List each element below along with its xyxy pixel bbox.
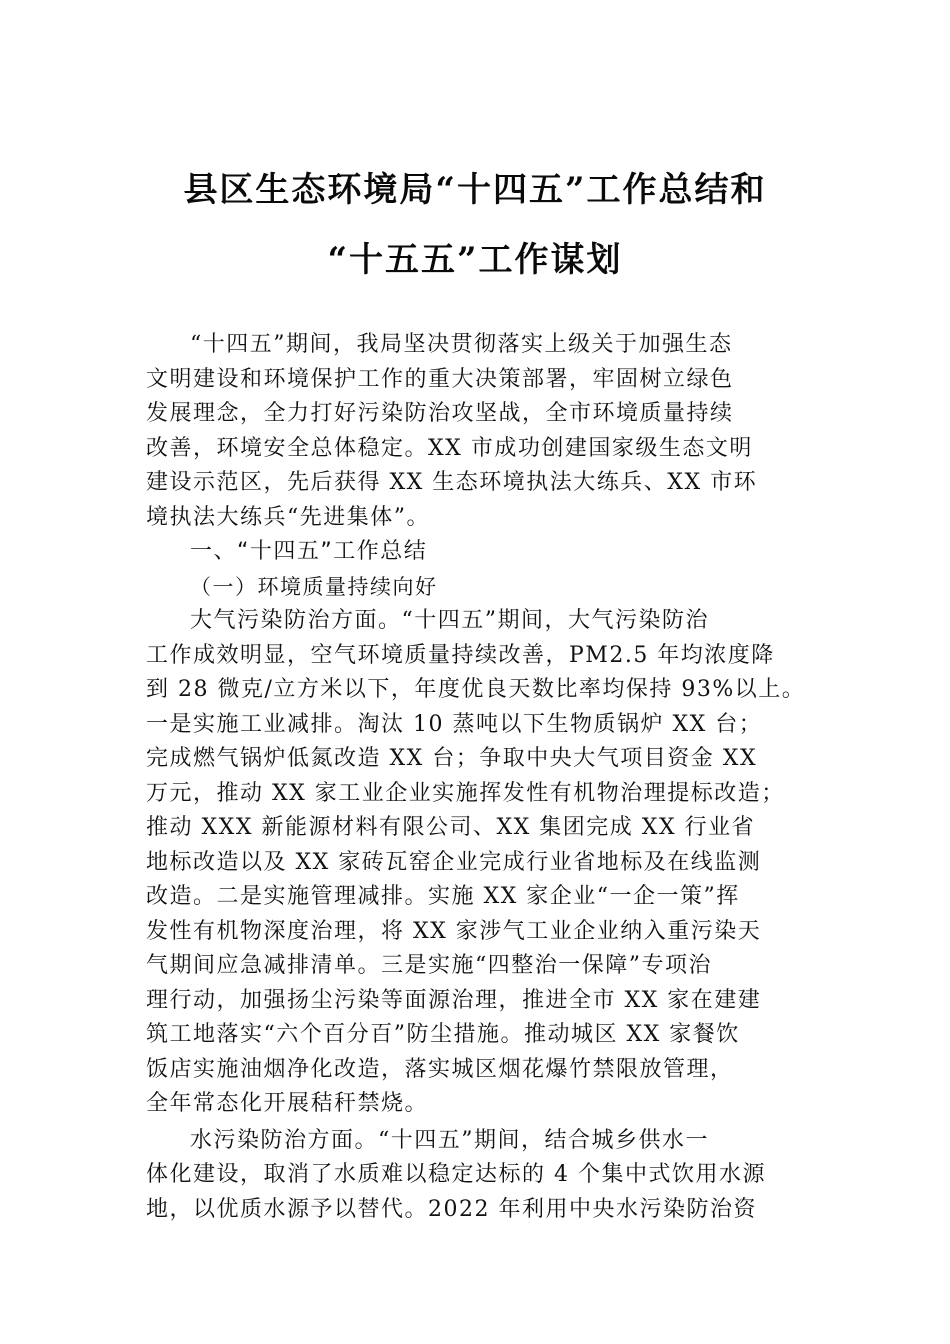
section-heading: 一、“十四五”工作总结 — [190, 539, 428, 564]
body-line: 到 28 微克/立方米以下，年度优良天数比率均保持 93%以上。 — [146, 677, 806, 702]
body-line: 气期间应急减排清单。三是实施“四整治一保障”专项治 — [146, 953, 712, 978]
body-line: 建设示范区，先后获得 XX 生态环境执法大练兵、XX 市环 — [146, 470, 758, 495]
body-line: 一是实施工业减排。淘汰 10 蒸吨以下生物质锅炉 XX 台； — [146, 711, 763, 737]
body-line: 体化建设，取消了水质难以稳定达标的 4 个集中式饮用水源 — [146, 1162, 766, 1187]
document-title-line-2: “十五五”工作谋划 — [327, 240, 623, 280]
document-body — [146, 328, 816, 1227]
document-title-line-1: 县区生态环境局“十四五”工作总结和 — [183, 170, 767, 210]
body-line: 理行动，加强扬尘污染等面源治理，推进全市 XX 家在建建 — [146, 987, 762, 1013]
body-line: 文明建设和环境保护工作的重大决策部署，牢固树立绿色 — [146, 366, 734, 392]
body-line: 地，以优质水源予以替代。2022 年利用中央水污染防治资 — [146, 1196, 757, 1222]
body-line: 发展理念，全力打好污染防治攻坚战，全市环境质量持续 — [146, 401, 734, 426]
body-line: “十四五”期间，我局坚决贯彻落实上级关于加强生态 — [190, 332, 733, 357]
body-line: 饭店实施油烟净化改造，落实城区烟花爆竹禁限放管理， — [146, 1056, 734, 1082]
subsection-heading: （一）环境质量持续向好 — [190, 574, 438, 599]
body-line: 推动 XXX 新能源材料有限公司、XX 集团完成 XX 行业省 — [146, 815, 756, 840]
body-line: 完成燃气锅炉低氮改造 XX 台；争取中央大气项目资金 XX — [146, 746, 758, 771]
body-line: 改造。二是实施管理减排。实施 XX 家企业“一企一策”挥 — [146, 884, 740, 909]
body-line: 改善，环境安全总体稳定。XX 市成功创建国家级生态文明 — [146, 435, 753, 461]
body-line: 筑工地落实“六个百分百”防尘措施。推动城区 XX 家餐饮 — [146, 1022, 740, 1047]
body-line: 发性有机物深度治理，将 XX 家涉气工业企业纳入重污染天 — [146, 918, 762, 944]
body-line: 水污染防治方面。“十四五”期间，结合城乡供水一 — [190, 1127, 709, 1153]
body-line: 万元，推动 XX 家工业企业实施挥发性有机物治理提标改造； — [146, 780, 785, 806]
body-line: 境执法大练兵“先进集体”。 — [146, 504, 430, 530]
body-line: 地标改造以及 XX 家砖瓦窑企业完成行业省地标及在线监测 — [146, 849, 762, 875]
body-line: 大气污染防治方面。“十四五”期间，大气污染防治 — [190, 608, 709, 633]
body-line: 全年常态化开展秸秆禁烧。 — [146, 1091, 429, 1116]
body-line: 工作成效明显，空气环境质量持续改善，PM2.5 年均浓度降 — [146, 642, 775, 668]
